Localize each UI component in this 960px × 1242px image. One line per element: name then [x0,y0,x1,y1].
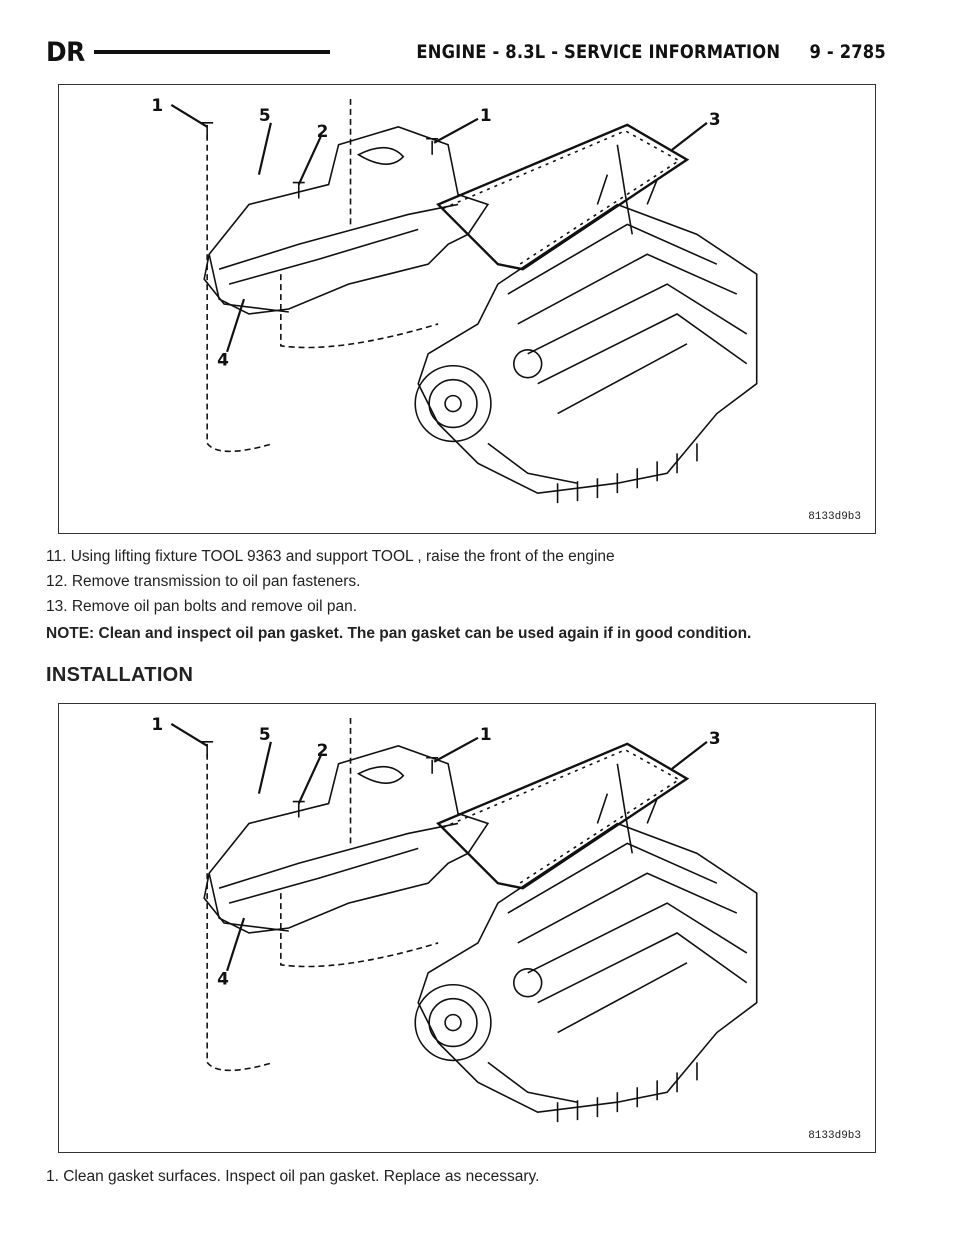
section-title-installation: INSTALLATION [46,664,194,686]
engine-oil-pan-illustration [59,85,875,533]
callout-2: 2 [316,739,329,760]
figure-oil-pan-installation [58,703,876,1153]
callout-1a: 1 [151,94,164,115]
callout-2: 2 [316,120,329,141]
callout-3: 3 [708,108,721,129]
step-11: 11. Using lifting fixture TOOL 9363 and support TOOL , raise the front of the engine [46,548,615,565]
step-13: 13. Remove oil pan bolts and remove oil pan. [46,598,358,615]
callout-5: 5 [258,104,271,125]
callout-5: 5 [258,723,271,744]
header-model: DR [46,36,85,68]
callout-1b: 1 [479,723,492,744]
callout-1b: 1 [479,104,492,125]
page-header [46,30,886,74]
header-section-page: ENGINE - 8.3L - SERVICE INFORMATION 9 - 2785 [416,41,886,63]
figure-code: 8133d9b3 [808,1130,861,1142]
figure-code: 8133d9b3 [808,511,861,523]
callout-4: 4 [217,968,229,989]
callout-4: 4 [217,349,229,370]
callout-1a: 1 [151,713,164,734]
header-rule [94,50,330,54]
note-gasket: NOTE: Clean and inspect oil pan gasket. The pan gasket can be used again if in good condition. [46,625,752,642]
engine-oil-pan-illustration [59,704,875,1152]
figure-oil-pan-removal [58,84,876,534]
callout-3: 3 [708,727,721,748]
step-1: 1. Clean gasket surfaces. Inspect oil pan gasket. Replace as necessary. [46,1168,540,1185]
step-12: 12. Remove transmission to oil pan fasteners. [46,573,361,590]
